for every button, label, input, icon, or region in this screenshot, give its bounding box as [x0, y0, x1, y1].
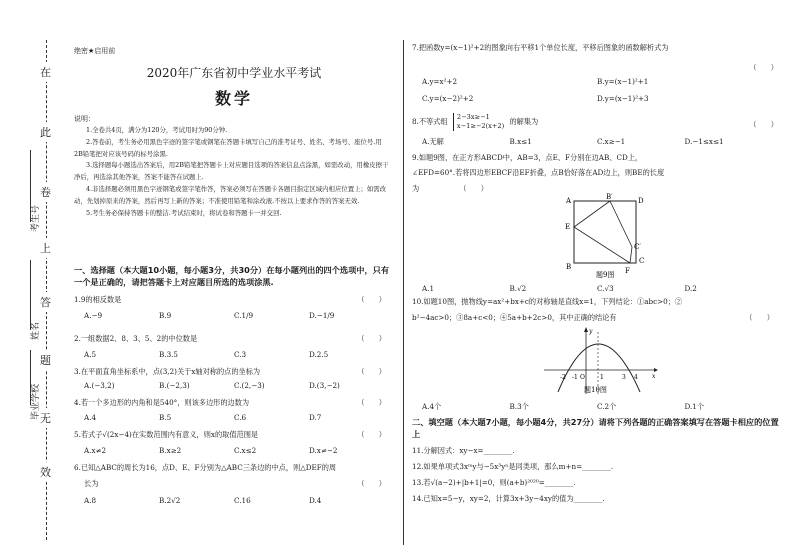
option-c: C.16 [234, 496, 251, 505]
option-a: A.无解 [422, 137, 444, 146]
label-a: A [566, 197, 572, 205]
origin-label: O [580, 374, 585, 381]
question-stem: b²−4ac>0；③8a+c<0；④5a+b+2c>0，其中正确的结论有 [412, 313, 617, 322]
option-c: C.3 [234, 350, 247, 359]
label-c: C [639, 257, 645, 265]
option-b: B.(−2,3) [159, 381, 190, 390]
question-5 [74, 429, 386, 440]
answer-paren: （ ） [357, 367, 386, 376]
option-b: B.3.5 [159, 350, 178, 359]
question-6-options [84, 496, 384, 505]
seal-char: 此 [40, 122, 51, 142]
question-7-options-row1 [422, 77, 772, 86]
inequality-1: 2−3x≥−1 [456, 113, 490, 121]
y-axis-arrow [584, 327, 588, 332]
question-stem: 为 [412, 184, 420, 193]
option-c: C.(2,−3) [234, 381, 265, 390]
question-1-options [84, 311, 384, 320]
option-c: C.1/9 [234, 311, 254, 320]
option-d: D.−1/9 [309, 311, 335, 320]
option-b: B.x≤1 [509, 137, 532, 146]
option-a: A.8 [84, 496, 97, 505]
note-item: 5.考生务必保持答题卡的整洁.考试结束时，将试卷和答题卡一并交回. [86, 208, 282, 217]
exam-number-label: 考生号 [31, 204, 41, 232]
option-a: A.1 [422, 284, 435, 293]
question-stem: 5.若式子√(2x−4)在实数范围内有意义，则x的取值范围是 [74, 430, 259, 439]
section-2-title: 二、填空题（本大题7小题，每小题4分，共27分）请将下列各题的正确答案填写在答题卡相应的位置上 [412, 417, 779, 439]
option-b: B.√2 [509, 284, 527, 293]
question-7: 7.把函数y=(x−1)²+2的图象向右平移1个单位长度，平移后图象的函数解析式为 [412, 43, 669, 52]
option-d: D.y=(x−1)²+3 [597, 94, 649, 103]
label-f: F [625, 267, 630, 275]
option-a: A.4 [84, 413, 97, 422]
option-b: B.5 [159, 413, 172, 422]
option-c: C.y=(x−2)²+2 [422, 94, 474, 103]
figure-9-caption: 题9图 [596, 271, 615, 279]
answer-paren: （ ） [459, 184, 488, 193]
parabola-curve [558, 344, 640, 392]
x-axis-arrow [654, 368, 658, 372]
question-3-options [84, 381, 384, 390]
option-d: D.x≠−2 [309, 446, 338, 455]
option-d: D.1个 [684, 402, 705, 411]
seal-char: 效 [40, 462, 51, 482]
option-d: D.7 [309, 413, 322, 422]
question-2-options [84, 350, 384, 359]
note-item: 2.答卷前，考生务必用黑色字迹的签字笔或钢笔在答题卡填写自己的准考证号、姓名、考场号、座位号.用2B铅笔把对应该号码的标号涂黑. [74, 137, 382, 158]
question-1 [74, 294, 386, 305]
segment-c-prime-f [630, 247, 632, 263]
notes-heading: 说明： [74, 115, 95, 123]
option-b: B.9 [159, 311, 172, 320]
seal-char: 无 [40, 408, 51, 428]
x-axis-label: x [652, 373, 656, 380]
note-item: 3.选择题每小题选出答案后，用2B铅笔把答题卡上对应题目选项的答案信息点涂黑，如需改动，用橡皮擦干净后，再选涂其他答案，答案不能答在试题上. [74, 161, 389, 182]
option-c: C.√3 [597, 284, 614, 293]
fill-question-13: 13.若√(a−2)+|b+1|=0，则(a+b)²⁰²⁰=________. [412, 478, 576, 487]
question-7-options-row2 [422, 94, 772, 103]
note-item: 4.非选择题必须用黑色字迹钢笔或签字笔作答，答案必须写在答题卡各题目指定区域内相应位置上；如需改动，先划掉原来的答案，然后再写上新的答案；不准使用铅笔和涂改液.不按以上要求作答的答案无效. [74, 184, 387, 205]
question-3 [74, 366, 386, 377]
left-page [74, 0, 394, 560]
note-item: 1.全卷共4页，满分为120分，考试用时为90分钟. [86, 126, 228, 134]
answer-paren: （ ） [745, 313, 774, 322]
right-page [412, 0, 782, 560]
fold-line-ef [574, 227, 630, 263]
segment-b-prime-c-prime [610, 201, 632, 247]
question-stem: 1.9的相反数是 [74, 295, 122, 304]
question-10-line2 [412, 312, 778, 323]
fill-question-11: 11.分解因式：xy−x=________. [412, 446, 515, 455]
tick-1: 1 [600, 374, 604, 381]
label-d: D [638, 197, 644, 205]
question-2 [74, 333, 386, 344]
question-6 [74, 462, 386, 473]
option-d: D.4 [309, 496, 322, 505]
tick-3: 3 [622, 374, 626, 381]
binding-margin [0, 0, 70, 560]
fill-question-14: 14.已知x=5−y，xy=2，计算3x+3y−4xy的值为________. [412, 494, 605, 503]
name-label: 姓名 [31, 321, 41, 340]
option-b: B.x≥2 [159, 446, 182, 455]
answer-paren: （ ） [357, 295, 386, 304]
question-10-line1: 10.如题10图，抛物线y=ax²+bx+c的对称轴是直线x=1，下列结论：①abc>0；② [412, 297, 683, 306]
seal-char: 卷 [40, 182, 51, 202]
name-line [30, 260, 31, 330]
answer-paren: （ ） [357, 430, 386, 439]
option-c: C.6 [234, 413, 247, 422]
inequality-2: x−1≥−2(x+2) [456, 122, 505, 130]
segment-eb-prime [574, 201, 610, 227]
option-d: D.−1≤x≤1 [684, 137, 724, 146]
exam-notes [74, 125, 390, 219]
option-c: C.x≥−1 [597, 137, 626, 146]
school-line [30, 350, 31, 405]
question-stem: 4.若一个多边形的内角和是540°，则该多边形的边数为 [74, 398, 250, 407]
option-a: A.x≠2 [84, 446, 107, 455]
exam-title: 2020年广东省初中学业水平考试 [146, 66, 322, 80]
option-b: B.2√2 [159, 496, 181, 505]
label-b-prime: B′ [606, 193, 613, 201]
seal-char: 在 [40, 62, 51, 82]
question-8-options [422, 137, 772, 147]
secret-mark: 绝密★启用前 [74, 47, 116, 55]
question-9-line2: ∠EFD=60°.若将四边形EBCF沿EF折叠，点B恰好落在AD边上，则BE的长度 [412, 168, 665, 177]
option-b: B.y=(x−1)²+1 [597, 77, 649, 86]
question-stem: 2.一组数据2、8、3、5、2的中位数是 [74, 334, 198, 343]
question-10-options [422, 402, 772, 412]
answer-paren: （ ） [749, 63, 778, 72]
question-stem: 长为 [84, 479, 99, 488]
option-b: B.3个 [509, 402, 529, 411]
option-d: D.(3,−2) [309, 381, 340, 390]
seal-char: 答 [40, 292, 51, 312]
question-tail: 的解集为 [509, 117, 539, 126]
question-4 [74, 397, 386, 408]
label-b: B [566, 263, 572, 271]
tick-4: 4 [634, 374, 638, 381]
option-a: A.(−3,2) [84, 381, 115, 390]
question-6-cont [84, 478, 386, 489]
square-abcd [574, 201, 636, 263]
seal-char: 题 [40, 350, 51, 370]
answer-paren: （ ） [357, 398, 386, 407]
question-9-line1: 9.如题9图，在正方形ABCD中，AB=3，点E、F分别在边AB、CD上， [412, 153, 643, 162]
option-d: D.2.5 [309, 350, 329, 359]
label-c-prime: C′ [634, 243, 641, 251]
figure-10-caption: 题10图 [584, 386, 607, 394]
question-stem: 6.已知△ABC的周长为16，点D、E、F分别为△ABC三条边的中点，则△DEF的周 [74, 463, 337, 472]
section-1-title: 一、选择题（本大题10小题，每小题3分，共30分）在每小题列出的四个选项中，只有一个是正确的，请把答题卡上对应题目所选的选项涂黑. [74, 265, 390, 287]
option-a: A.−9 [84, 311, 103, 320]
option-d: D.2 [684, 284, 697, 293]
subject-title: 数学 [214, 89, 253, 108]
option-a: A.4个 [422, 402, 442, 411]
school-label: 毕业学校 [31, 383, 41, 420]
y-axis-label: y [589, 328, 593, 335]
option-c: C.2个 [597, 402, 617, 411]
option-a: A.y=x²+2 [422, 77, 458, 86]
question-9-options [422, 284, 772, 293]
question-5-options [84, 446, 384, 455]
question-stem: 3.在平面直角坐标系中，点(3,2)关于x轴对称的点的坐标为 [74, 367, 261, 376]
figure-10 [540, 326, 660, 398]
answer-paren: （ ） [357, 479, 386, 488]
exam-number-line [30, 150, 31, 222]
option-a: A.5 [84, 350, 97, 359]
seal-char: 上 [40, 238, 51, 258]
question-4-options [84, 413, 384, 422]
answer-paren: （ ） [749, 120, 778, 129]
tick-neg2: -2 [560, 374, 566, 381]
option-c: C.x≤2 [234, 446, 257, 455]
tick-neg1: -1 [572, 374, 578, 381]
question-stem: 8.不等式组 [412, 117, 448, 126]
fill-question-12: 12.如果单项式3xᵐy与−5x³yⁿ是同类项，那么m+n=________. [412, 462, 614, 471]
page-divider [403, 40, 404, 545]
answer-paren: （ ） [357, 334, 386, 343]
label-e: E [565, 223, 571, 231]
figure-9 [562, 193, 662, 279]
